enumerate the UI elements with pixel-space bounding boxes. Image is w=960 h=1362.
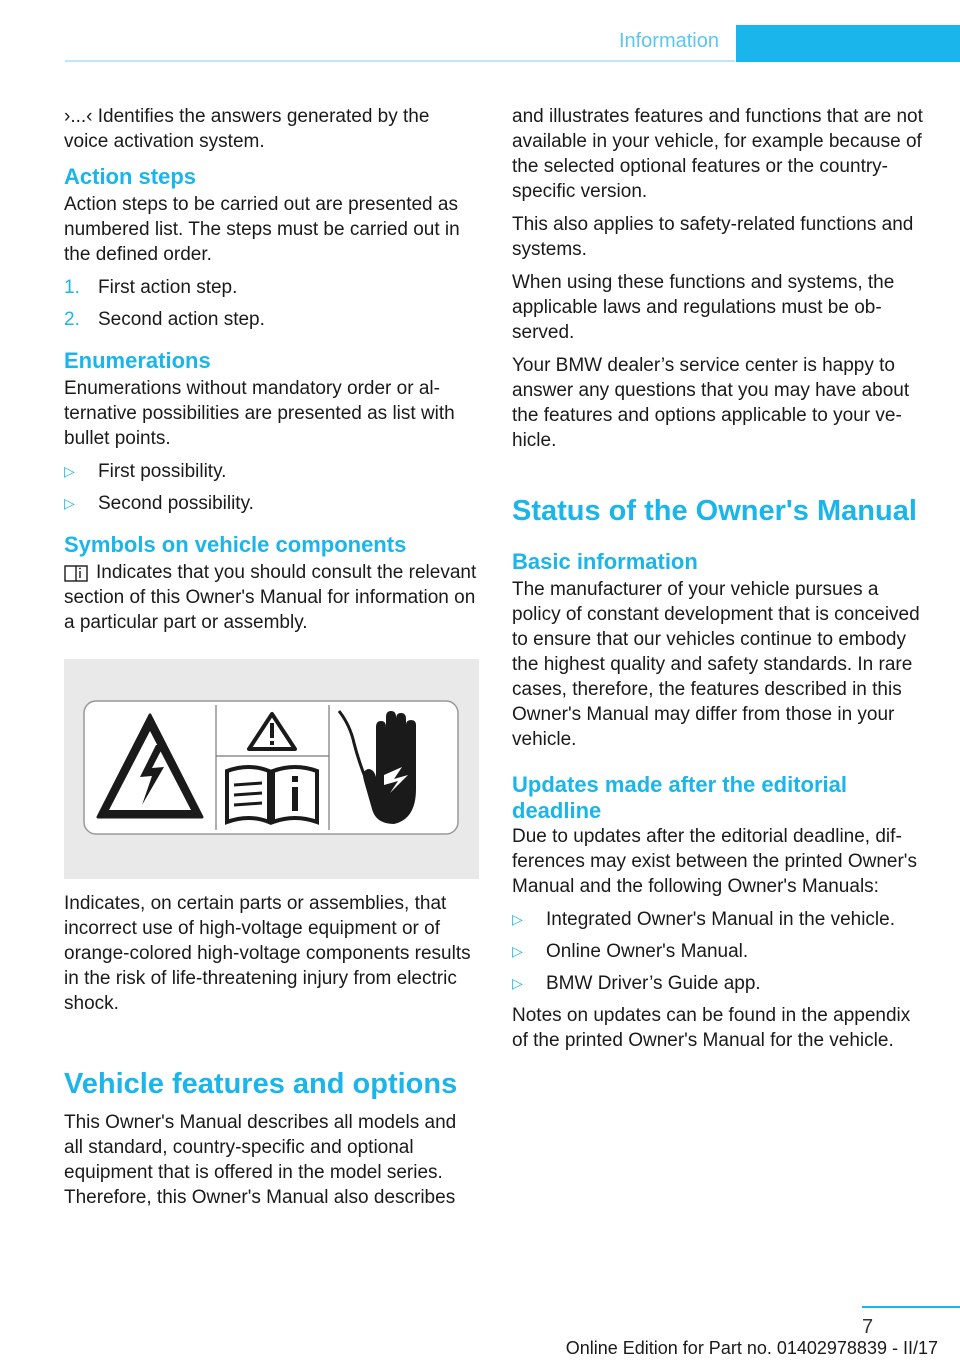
header-color-block [736,25,960,62]
updates-body: Due to updates after the editorial deadline, differences may exist between the printed Owner's Manual and the following Owner's Manuals: [512,826,917,897]
list-item [64,275,479,300]
bullet-text: Online Owner's Manual. [546,941,749,962]
updates-list [512,907,927,996]
header-rule [65,60,735,62]
symbols-body [64,560,479,635]
section-title: Information [618,30,719,52]
continued-paragraph-1: and illustrates features and functions that are not available in your vehicle, for example because of the selected optional features or the country-specific version. [512,106,923,202]
step-number: 1. [64,277,80,298]
continued-paragraph-4: Your BMW dealer’s service center is happy to answer any questions that you may have about the features and options applicable to your vehicle. [512,355,910,451]
high-voltage-warning-label [64,659,479,879]
updates-heading: Updates made after the editorial deadline [512,772,847,823]
bullet-triangle-icon: ▷ [512,911,523,927]
bullet-triangle-icon: ▷ [512,975,523,991]
status-heading: Status of the Owner's Manual [512,495,917,527]
continued-paragraph-2: This also applies to safety-related functions and systems. [512,214,914,260]
list-item [512,907,927,932]
manual-book-icon [64,563,88,583]
continued-paragraph-3: When using these functions and systems, the applicable laws and regulations must be observed. [512,272,895,343]
action-steps-list [64,275,479,332]
left-column [64,104,479,1218]
high-voltage-warning-figure [64,659,479,879]
enumerations-heading: Enumerations [64,348,211,373]
step-text: First action step. [98,277,238,298]
vehicle-features-heading: Vehicle features and options [64,1068,458,1100]
edition-footer: Online Edition for Part no. 01402978839 - II/17 [565,1338,938,1358]
open-manual-icon [227,767,317,822]
basic-information-body: The manufacturer of your vehicle pursues a policy of constant development that is conceived to ensure that our vehicles continue to embody the highest quality and safety standards. In rare cases, therefore, the features described in this Owner's Manual may differ from those in your vehicle. [512,579,920,750]
page-number: 7 [862,1316,874,1338]
voice-text: ›...‹ Identifies the answers generated by the voice activation system. [64,106,430,152]
action-steps-body: Action steps to be carried out are presented as numbered list. The steps must be carried out in the defined order. [64,194,460,265]
step-text: Second action step. [98,309,265,330]
list-item [512,971,927,996]
bullet-triangle-icon: ▷ [512,943,523,959]
vehicle-features-body: This Owner's Manual describes all models and all standard, country-specific and optional equipment that is offered in the model series. Therefore, this Owner's Manual also describes [64,1112,457,1208]
right-column [512,104,927,1061]
enumerations-list [64,459,479,516]
list-item [64,491,479,516]
footer-rule [862,1306,960,1308]
step-number: 2. [64,309,80,330]
bullet-text: First possibility. [98,461,227,482]
symbols-heading: Symbols on vehicle components [64,532,407,557]
list-item [64,459,479,484]
action-steps-heading: Action steps [64,164,197,189]
figure-caption: Indicates, on certain parts or assemblies, that incorrect use of high-voltage equipment or of orange-colored high-voltage components results in the risk of life-threatening injury from electric shock. [64,893,471,1014]
bullet-triangle-icon: ▷ [64,463,75,479]
symbols-body-text: Indicates that you should consult the relevant section of this Owner's Manual for information on a particular part or assembly. [64,562,477,633]
basic-information-heading: Basic information [512,549,698,574]
bullet-text: Second possibility. [98,493,254,514]
enumerations-body: Enumerations without mandatory order or alternative possibilities are presented as list with bullet points. [64,378,455,449]
list-item [64,307,479,332]
updates-notes: Notes on updates can be found in the appendix of the printed Owner's Manual for the vehicle. [512,1005,911,1051]
list-item [512,939,927,964]
bullet-text: Integrated Owner's Manual in the vehicle. [546,909,895,930]
bullet-triangle-icon: ▷ [64,495,75,511]
bullet-text: BMW Driver’s Guide app. [546,973,761,994]
